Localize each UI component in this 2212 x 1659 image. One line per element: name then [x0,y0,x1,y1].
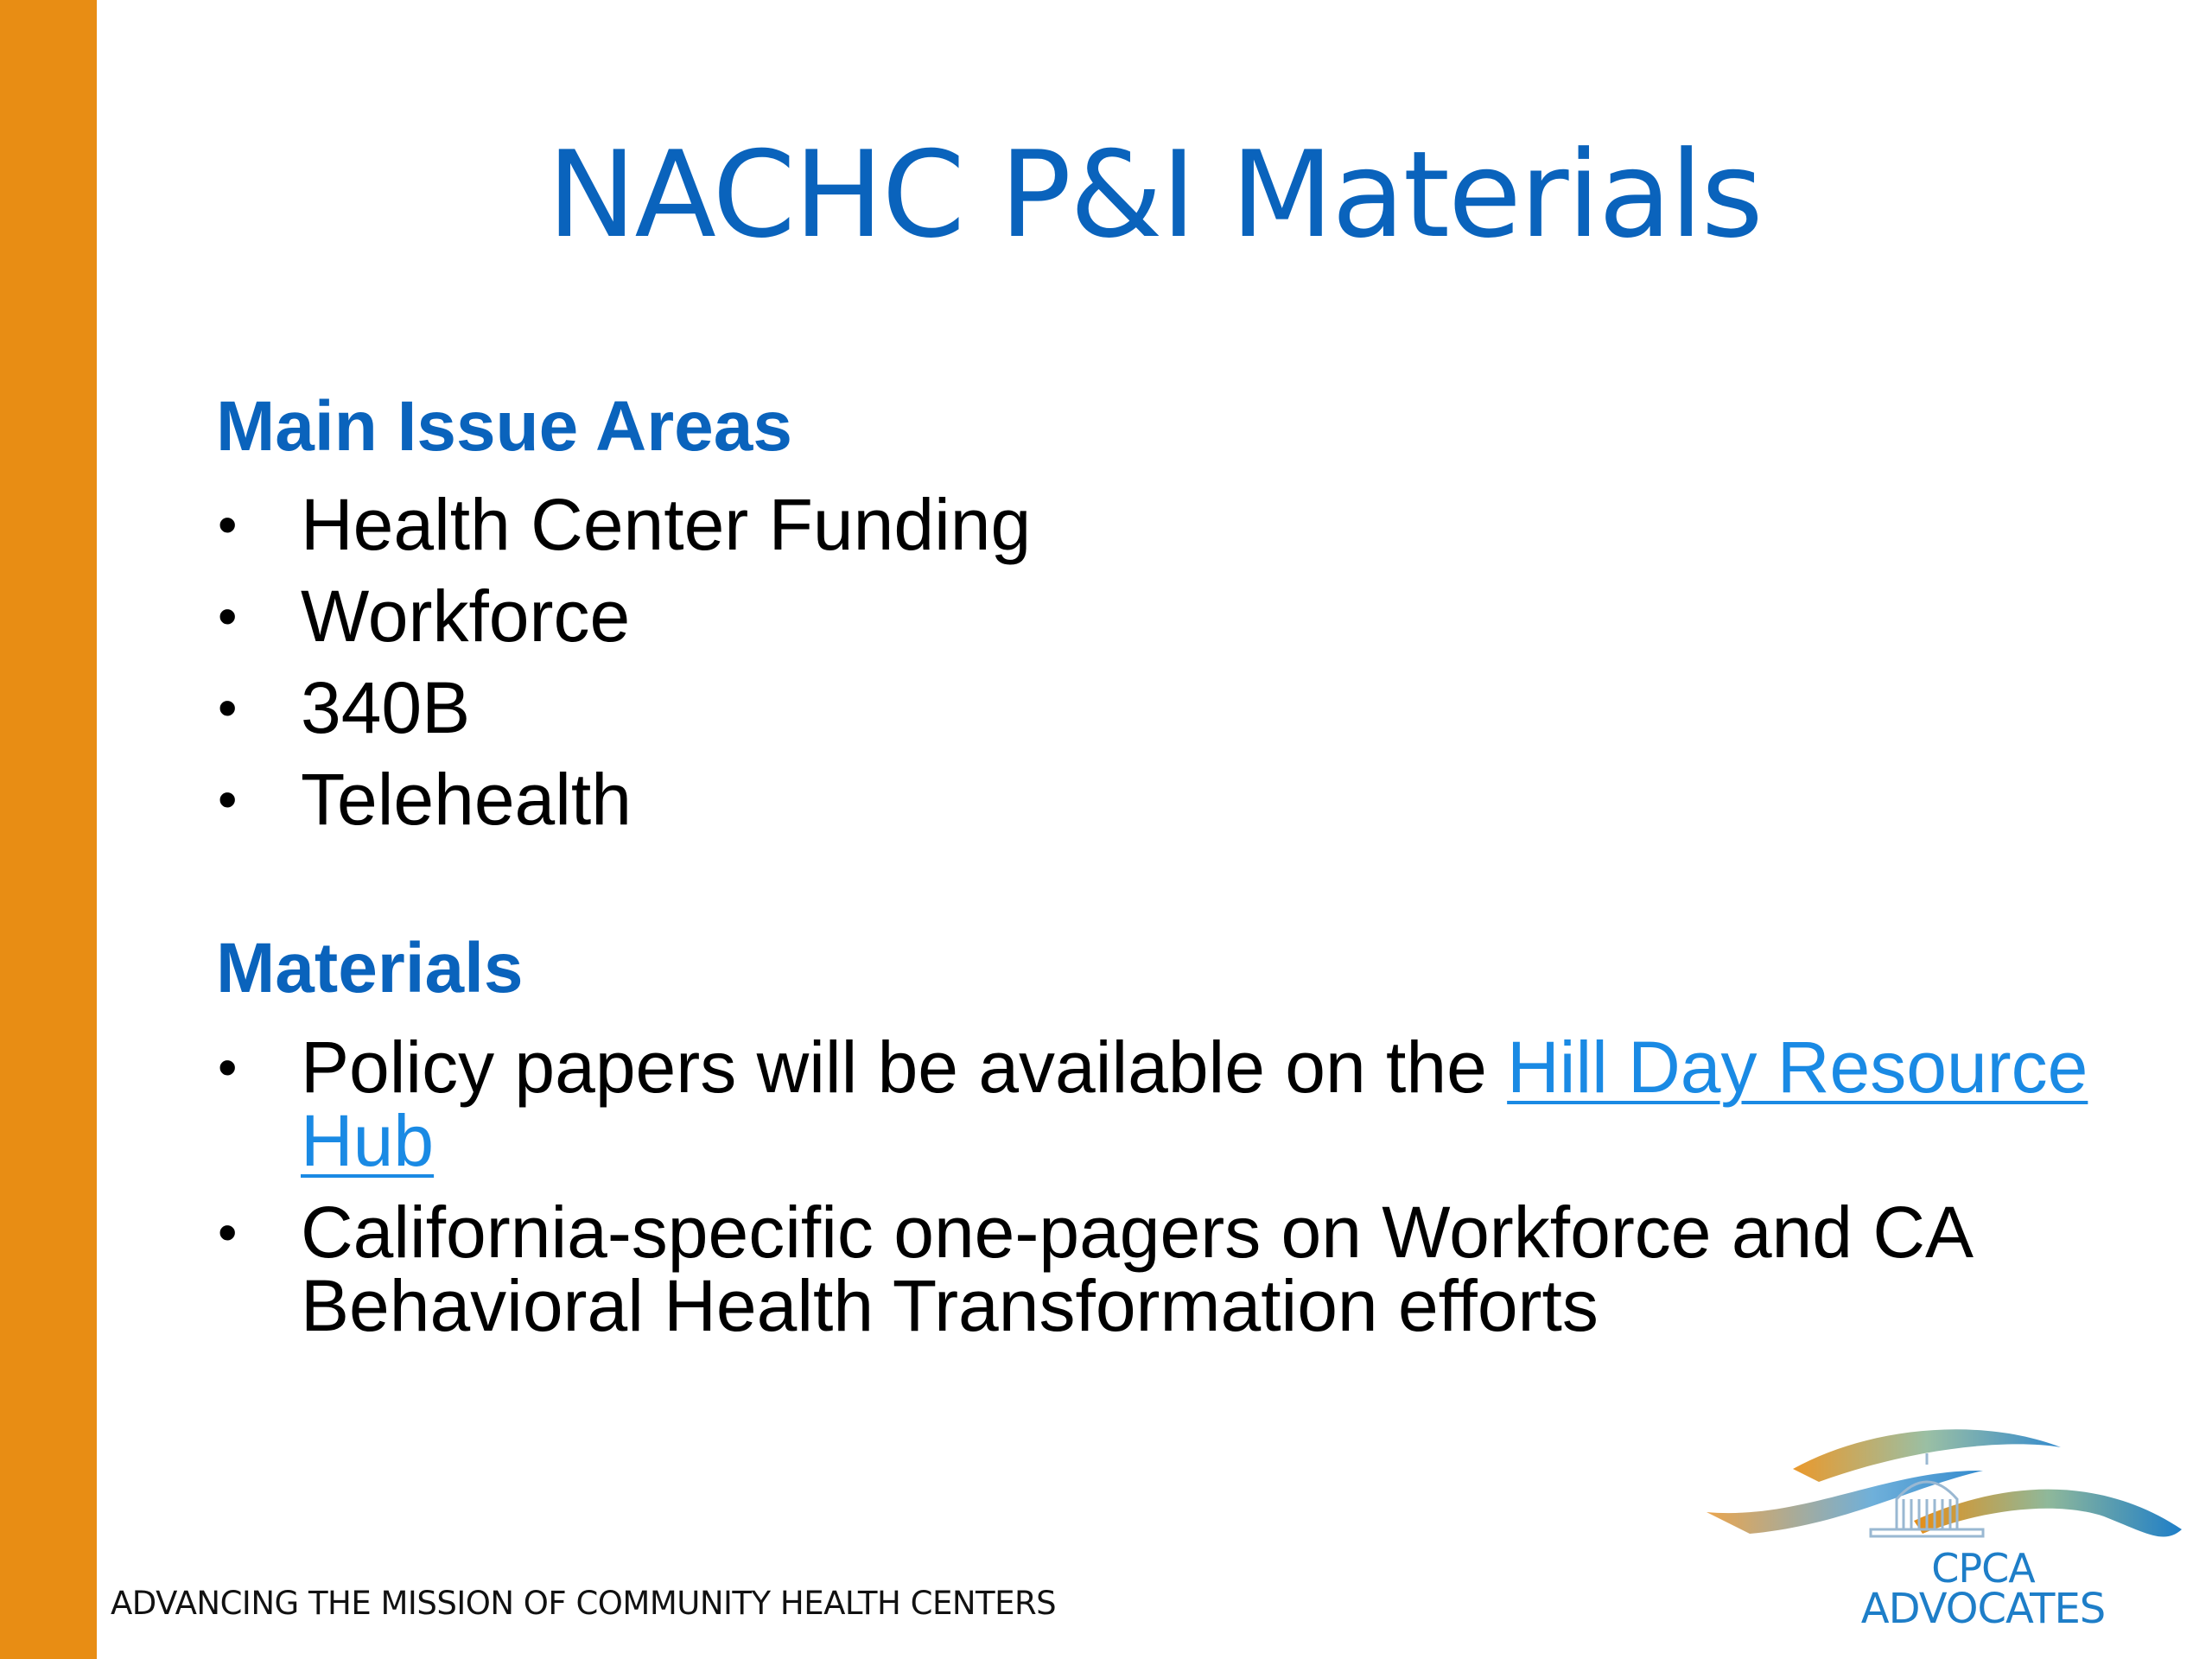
logo-text-cpca: CPCA [1931,1545,2035,1592]
logo-text-advocates: ADVOCATES [1860,1585,2106,1633]
list-item [216,759,2117,841]
list-item [216,1192,2117,1347]
issue-area-label: Health Center Funding [301,484,1032,566]
issue-area-label: 340B [301,667,471,749]
issue-area-label: Workforce [301,575,631,658]
issue-areas-heading: Main Issue Areas [216,387,792,466]
materials-text: Policy papers will be available on the [301,1026,1508,1108]
materials-heading: Materials [216,929,524,1008]
orange-accent-bar [0,0,97,1659]
hill-day-resource-hub-link[interactable]: Hill Day Resource Hub [301,1026,2088,1181]
cpca-advocates-logo [1698,1417,2182,1642]
bullet-icon: • [218,1201,238,1264]
materials-list [216,1026,2117,1347]
bullet-icon: • [218,585,238,648]
list-item [216,575,2117,658]
list-item [216,484,2117,566]
section-spacer [216,836,2117,926]
list-item [216,667,2117,749]
bullet-icon: • [218,493,238,556]
slide-content [216,385,2117,1347]
bullet-icon: • [218,768,238,831]
issue-areas-list [216,484,2117,841]
issue-area-label: Telehealth [301,759,632,841]
bullet-icon: • [218,1035,238,1098]
list-item [216,1026,2117,1181]
slide-title: NACHC P&I Materials [547,125,1762,264]
footer-tagline: ADVANCING THE MISSION OF COMMUNITY HEALTH CENTERS [111,1585,1057,1622]
bullet-icon: • [218,677,238,740]
materials-text: California-specific one-pagers on Workforce and CA Behavioral Health Transformation efforts [301,1192,1970,1347]
